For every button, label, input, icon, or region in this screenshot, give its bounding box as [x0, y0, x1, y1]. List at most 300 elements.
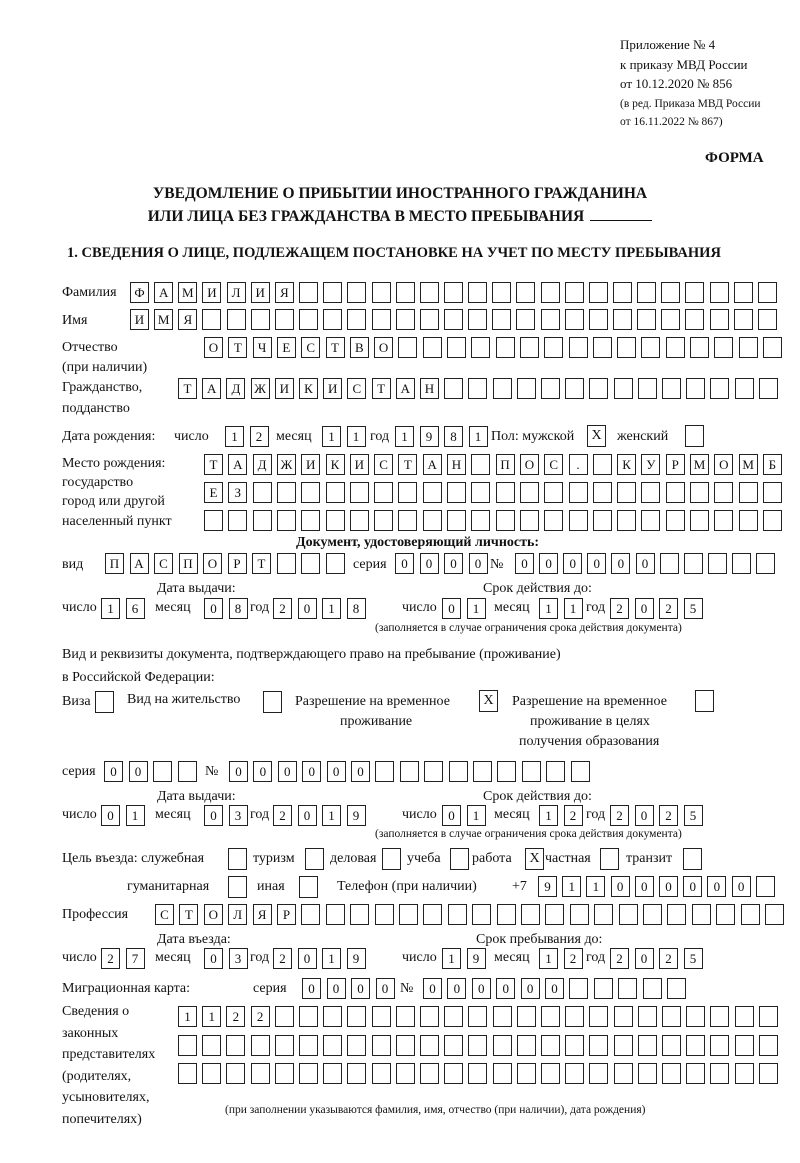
- id-doc-type-cell[interactable]: Т: [252, 553, 271, 574]
- representatives-row-1-cell[interactable]: 2: [251, 1006, 270, 1027]
- stay-doc-date-to-year-cell[interactable]: 2: [610, 805, 629, 826]
- id-doc-series-cell[interactable]: 0: [420, 553, 439, 574]
- name-cell[interactable]: Я: [178, 309, 197, 330]
- migration-card-number-cell[interactable]: [667, 978, 686, 999]
- phone-cell[interactable]: 0: [683, 876, 702, 897]
- profession-cell[interactable]: [472, 904, 491, 925]
- profession-cell[interactable]: [497, 904, 516, 925]
- name-cell[interactable]: [275, 309, 294, 330]
- birth-place-row-3-cell[interactable]: [228, 510, 247, 531]
- entry-date-to-year-cell[interactable]: 2: [610, 948, 629, 969]
- surname-cell[interactable]: Л: [227, 282, 246, 303]
- citizenship-cell[interactable]: [565, 378, 584, 399]
- id-doc-date-from-day-cell[interactable]: 6: [126, 598, 145, 619]
- name-cell[interactable]: [227, 309, 246, 330]
- representatives-row-1-cell[interactable]: [299, 1006, 318, 1027]
- name-cell[interactable]: [492, 309, 511, 330]
- purpose-other-checkbox[interactable]: [299, 876, 318, 898]
- stay-doc-series-cell[interactable]: [153, 761, 172, 782]
- id-doc-type-cell[interactable]: Р: [228, 553, 247, 574]
- birth-place-row-1-cell[interactable]: Ж: [277, 454, 296, 475]
- birth-place-row-3-cell[interactable]: [617, 510, 636, 531]
- representatives-row-3-cell[interactable]: [735, 1063, 754, 1084]
- birth-place-row-2-cell[interactable]: [641, 482, 660, 503]
- birth-place-row-1-cell[interactable]: [471, 454, 490, 475]
- citizenship-cell[interactable]: Д: [226, 378, 245, 399]
- citizenship-cell[interactable]: Т: [178, 378, 197, 399]
- name-cell[interactable]: [202, 309, 221, 330]
- birth-place-row-3-cell[interactable]: [374, 510, 393, 531]
- representatives-row-3-cell[interactable]: [420, 1063, 439, 1084]
- migration-card-series-cell[interactable]: 0: [376, 978, 395, 999]
- birth-month-cell[interactable]: 1: [322, 426, 341, 447]
- birth-place-row-3-cell[interactable]: [277, 510, 296, 531]
- birth-place-row-1-cell[interactable]: С: [374, 454, 393, 475]
- citizenship-cell[interactable]: [735, 378, 754, 399]
- patronymic-cell[interactable]: Ч: [253, 337, 272, 358]
- name-cell[interactable]: [637, 309, 656, 330]
- profession-cell[interactable]: [423, 904, 442, 925]
- phone-cell[interactable]: 9: [538, 876, 557, 897]
- representatives-row-2-cell[interactable]: [589, 1035, 608, 1056]
- migration-card-series-cell[interactable]: 0: [327, 978, 346, 999]
- id-doc-type-cell[interactable]: [277, 553, 296, 574]
- id-doc-number-cell[interactable]: 0: [515, 553, 534, 574]
- representatives-row-3-cell[interactable]: [202, 1063, 221, 1084]
- id-doc-date-from-month-cell[interactable]: 0: [204, 598, 223, 619]
- entry-date-to-year-cell[interactable]: 0: [635, 948, 654, 969]
- representatives-row-1-cell[interactable]: 2: [226, 1006, 245, 1027]
- birth-place-row-2-cell[interactable]: [398, 482, 417, 503]
- birth-place-row-3-cell[interactable]: [569, 510, 588, 531]
- birth-place-row-1-cell[interactable]: Б: [763, 454, 782, 475]
- id-doc-type-cell[interactable]: А: [130, 553, 149, 574]
- representatives-row-2-cell[interactable]: [686, 1035, 705, 1056]
- name-cell[interactable]: [613, 309, 632, 330]
- id-doc-date-to-day-cell[interactable]: 1: [467, 598, 486, 619]
- representatives-row-1-cell[interactable]: [759, 1006, 778, 1027]
- patronymic-cell[interactable]: [617, 337, 636, 358]
- residence-checkbox[interactable]: [263, 691, 282, 713]
- birth-place-row-2-cell[interactable]: [350, 482, 369, 503]
- migration-card-number-cell[interactable]: 0: [521, 978, 540, 999]
- representatives-row-3-cell[interactable]: [396, 1063, 415, 1084]
- patronymic-cell[interactable]: [666, 337, 685, 358]
- representatives-row-3-cell[interactable]: [444, 1063, 463, 1084]
- representatives-row-3-cell[interactable]: [299, 1063, 318, 1084]
- entry-date-to-month-cell[interactable]: 2: [564, 948, 583, 969]
- birth-place-row-1-cell[interactable]: О: [520, 454, 539, 475]
- representatives-row-1-cell[interactable]: [323, 1006, 342, 1027]
- surname-cell[interactable]: И: [251, 282, 270, 303]
- birth-place-row-3-cell[interactable]: [520, 510, 539, 531]
- name-cell[interactable]: [661, 309, 680, 330]
- birth-place-row-3-cell[interactable]: [204, 510, 223, 531]
- birth-place-row-2-cell[interactable]: [739, 482, 758, 503]
- birth-place-row-1-cell[interactable]: .: [569, 454, 588, 475]
- id-doc-date-from-year-cell[interactable]: 2: [273, 598, 292, 619]
- profession-cell[interactable]: О: [204, 904, 223, 925]
- id-doc-number-cell[interactable]: [684, 553, 703, 574]
- citizenship-cell[interactable]: [662, 378, 681, 399]
- birth-place-row-2-cell[interactable]: З: [228, 482, 247, 503]
- patronymic-cell[interactable]: [423, 337, 442, 358]
- patronymic-cell[interactable]: [763, 337, 782, 358]
- representatives-row-3-cell[interactable]: [275, 1063, 294, 1084]
- representatives-row-2-cell[interactable]: [347, 1035, 366, 1056]
- name-cell[interactable]: [251, 309, 270, 330]
- migration-card-number-cell[interactable]: [618, 978, 637, 999]
- sex-female-checkbox[interactable]: [685, 425, 704, 447]
- patronymic-cell[interactable]: [569, 337, 588, 358]
- name-cell[interactable]: [347, 309, 366, 330]
- birth-place-row-3-cell[interactable]: [714, 510, 733, 531]
- patronymic-cell[interactable]: С: [301, 337, 320, 358]
- stay-doc-series-cell[interactable]: [178, 761, 197, 782]
- migration-card-series-cell[interactable]: 0: [302, 978, 321, 999]
- entry-date-from-year-cell[interactable]: 0: [298, 948, 317, 969]
- citizenship-cell[interactable]: [493, 378, 512, 399]
- representatives-row-2-cell[interactable]: [759, 1035, 778, 1056]
- edu-residence-checkbox[interactable]: [695, 690, 714, 712]
- representatives-row-2-cell[interactable]: [444, 1035, 463, 1056]
- purpose-humanitarian-checkbox[interactable]: [228, 876, 247, 898]
- birth-place-row-1-cell[interactable]: Р: [666, 454, 685, 475]
- profession-cell[interactable]: [521, 904, 540, 925]
- id-doc-date-from-month-cell[interactable]: 8: [229, 598, 248, 619]
- citizenship-cell[interactable]: [517, 378, 536, 399]
- patronymic-cell[interactable]: [641, 337, 660, 358]
- stay-doc-date-from-year-cell[interactable]: 2: [273, 805, 292, 826]
- citizenship-cell[interactable]: К: [299, 378, 318, 399]
- id-doc-series-cell[interactable]: 0: [469, 553, 488, 574]
- birth-year-cell[interactable]: 8: [444, 426, 463, 447]
- birth-place-row-3-cell[interactable]: [544, 510, 563, 531]
- patronymic-cell[interactable]: О: [374, 337, 393, 358]
- id-doc-date-from-year-cell[interactable]: 0: [298, 598, 317, 619]
- phone-cell[interactable]: 1: [562, 876, 581, 897]
- citizenship-cell[interactable]: А: [396, 378, 415, 399]
- representatives-row-1-cell[interactable]: 1: [178, 1006, 197, 1027]
- birth-place-row-1-cell[interactable]: А: [423, 454, 442, 475]
- patronymic-cell[interactable]: [520, 337, 539, 358]
- stay-doc-number-cell[interactable]: 0: [302, 761, 321, 782]
- migration-card-number-cell[interactable]: 0: [447, 978, 466, 999]
- representatives-row-3-cell[interactable]: [686, 1063, 705, 1084]
- birth-place-row-1-cell[interactable]: К: [617, 454, 636, 475]
- id-doc-number-cell[interactable]: [732, 553, 751, 574]
- birth-place-row-2-cell[interactable]: [544, 482, 563, 503]
- representatives-row-1-cell[interactable]: [517, 1006, 536, 1027]
- representatives-row-1-cell[interactable]: [493, 1006, 512, 1027]
- patronymic-cell[interactable]: В: [350, 337, 369, 358]
- citizenship-cell[interactable]: И: [275, 378, 294, 399]
- representatives-row-1-cell[interactable]: [614, 1006, 633, 1027]
- surname-cell[interactable]: И: [202, 282, 221, 303]
- id-doc-date-from-year-cell[interactable]: 8: [347, 598, 366, 619]
- representatives-row-2-cell[interactable]: [638, 1035, 657, 1056]
- entry-date-from-day-cell[interactable]: 7: [126, 948, 145, 969]
- id-doc-type-cell[interactable]: О: [203, 553, 222, 574]
- representatives-row-1-cell[interactable]: [565, 1006, 584, 1027]
- representatives-row-1-cell[interactable]: [589, 1006, 608, 1027]
- id-doc-date-to-month-cell[interactable]: 1: [539, 598, 558, 619]
- id-doc-number-cell[interactable]: 0: [636, 553, 655, 574]
- birth-place-row-3-cell[interactable]: [350, 510, 369, 531]
- representatives-row-1-cell[interactable]: [444, 1006, 463, 1027]
- birth-place-row-2-cell[interactable]: [423, 482, 442, 503]
- stay-doc-date-to-year-cell[interactable]: 0: [635, 805, 654, 826]
- representatives-row-3-cell[interactable]: [565, 1063, 584, 1084]
- birth-place-row-2-cell[interactable]: Е: [204, 482, 223, 503]
- id-doc-number-cell[interactable]: 0: [611, 553, 630, 574]
- name-cell[interactable]: [685, 309, 704, 330]
- entry-date-to-month-cell[interactable]: 1: [539, 948, 558, 969]
- birth-place-row-2-cell[interactable]: [301, 482, 320, 503]
- surname-cell[interactable]: [758, 282, 777, 303]
- id-doc-number-cell[interactable]: 0: [563, 553, 582, 574]
- stay-doc-date-to-year-cell[interactable]: 2: [659, 805, 678, 826]
- id-doc-number-cell[interactable]: 0: [539, 553, 558, 574]
- stay-doc-date-to-day-cell[interactable]: 0: [442, 805, 461, 826]
- birth-place-row-2-cell[interactable]: [496, 482, 515, 503]
- id-doc-type-cell[interactable]: [326, 553, 345, 574]
- migration-card-number-cell[interactable]: 0: [496, 978, 515, 999]
- migration-card-number-cell[interactable]: [569, 978, 588, 999]
- representatives-row-3-cell[interactable]: [759, 1063, 778, 1084]
- id-doc-series-cell[interactable]: 0: [444, 553, 463, 574]
- representatives-row-3-cell[interactable]: [589, 1063, 608, 1084]
- phone-cell[interactable]: 0: [707, 876, 726, 897]
- name-cell[interactable]: М: [154, 309, 173, 330]
- birth-place-row-1-cell[interactable]: К: [326, 454, 345, 475]
- patronymic-cell[interactable]: [447, 337, 466, 358]
- birth-place-row-2-cell[interactable]: [520, 482, 539, 503]
- citizenship-cell[interactable]: [614, 378, 633, 399]
- birth-place-row-1-cell[interactable]: М: [690, 454, 709, 475]
- profession-cell[interactable]: [375, 904, 394, 925]
- representatives-row-3-cell[interactable]: [347, 1063, 366, 1084]
- representatives-row-2-cell[interactable]: [662, 1035, 681, 1056]
- entry-date-to-day-cell[interactable]: 9: [467, 948, 486, 969]
- birth-place-row-1-cell[interactable]: У: [641, 454, 660, 475]
- birth-place-row-1-cell[interactable]: И: [301, 454, 320, 475]
- birth-place-row-2-cell[interactable]: [253, 482, 272, 503]
- birth-place-row-2-cell[interactable]: [326, 482, 345, 503]
- representatives-row-3-cell[interactable]: [662, 1063, 681, 1084]
- representatives-row-2-cell[interactable]: [178, 1035, 197, 1056]
- profession-cell[interactable]: [765, 904, 784, 925]
- surname-cell[interactable]: [589, 282, 608, 303]
- citizenship-cell[interactable]: [589, 378, 608, 399]
- profession-cell[interactable]: [399, 904, 418, 925]
- profession-cell[interactable]: [301, 904, 320, 925]
- purpose-business-checkbox[interactable]: [382, 848, 401, 870]
- birth-place-row-1-cell[interactable]: П: [496, 454, 515, 475]
- profession-cell[interactable]: [545, 904, 564, 925]
- name-cell[interactable]: [420, 309, 439, 330]
- profession-cell[interactable]: [667, 904, 686, 925]
- stay-doc-number-cell[interactable]: 0: [278, 761, 297, 782]
- stay-doc-date-to-month-cell[interactable]: 1: [539, 805, 558, 826]
- entry-date-from-month-cell[interactable]: 3: [229, 948, 248, 969]
- phone-cell[interactable]: [756, 876, 775, 897]
- representatives-row-2-cell[interactable]: [541, 1035, 560, 1056]
- stay-doc-number-cell[interactable]: [424, 761, 443, 782]
- birth-place-row-3-cell[interactable]: [326, 510, 345, 531]
- id-doc-date-from-year-cell[interactable]: 1: [322, 598, 341, 619]
- entry-date-from-year-cell[interactable]: 2: [273, 948, 292, 969]
- name-cell[interactable]: И: [130, 309, 149, 330]
- representatives-row-3-cell[interactable]: [372, 1063, 391, 1084]
- surname-cell[interactable]: [516, 282, 535, 303]
- representatives-row-2-cell[interactable]: [202, 1035, 221, 1056]
- stay-doc-date-from-month-cell[interactable]: 0: [204, 805, 223, 826]
- surname-cell[interactable]: [541, 282, 560, 303]
- name-cell[interactable]: [589, 309, 608, 330]
- birth-place-row-3-cell[interactable]: [471, 510, 490, 531]
- phone-cell[interactable]: 0: [611, 876, 630, 897]
- birth-day-cell[interactable]: 2: [250, 426, 269, 447]
- id-doc-number-cell[interactable]: 0: [587, 553, 606, 574]
- name-cell[interactable]: [565, 309, 584, 330]
- id-doc-date-to-year-cell[interactable]: 5: [684, 598, 703, 619]
- migration-card-number-cell[interactable]: 0: [545, 978, 564, 999]
- surname-cell[interactable]: [613, 282, 632, 303]
- profession-cell[interactable]: Л: [228, 904, 247, 925]
- name-cell[interactable]: [516, 309, 535, 330]
- representatives-row-1-cell[interactable]: [347, 1006, 366, 1027]
- entry-date-to-year-cell[interactable]: 5: [684, 948, 703, 969]
- id-doc-type-cell[interactable]: П: [105, 553, 124, 574]
- birth-place-row-2-cell[interactable]: [277, 482, 296, 503]
- birth-place-row-1-cell[interactable]: Д: [253, 454, 272, 475]
- representatives-row-3-cell[interactable]: [178, 1063, 197, 1084]
- name-cell[interactable]: [710, 309, 729, 330]
- citizenship-cell[interactable]: А: [202, 378, 221, 399]
- stay-doc-number-cell[interactable]: [375, 761, 394, 782]
- surname-cell[interactable]: [685, 282, 704, 303]
- visa-checkbox[interactable]: [95, 691, 114, 713]
- profession-cell[interactable]: [570, 904, 589, 925]
- profession-cell[interactable]: Т: [179, 904, 198, 925]
- surname-cell[interactable]: М: [178, 282, 197, 303]
- surname-cell[interactable]: [396, 282, 415, 303]
- birth-place-row-2-cell[interactable]: [617, 482, 636, 503]
- stay-doc-series-cell[interactable]: 0: [104, 761, 123, 782]
- profession-cell[interactable]: [692, 904, 711, 925]
- stay-doc-date-from-month-cell[interactable]: 3: [229, 805, 248, 826]
- patronymic-cell[interactable]: Е: [277, 337, 296, 358]
- birth-place-row-2-cell[interactable]: [569, 482, 588, 503]
- stay-doc-date-from-day-cell[interactable]: 1: [126, 805, 145, 826]
- patronymic-cell[interactable]: Т: [228, 337, 247, 358]
- representatives-row-1-cell[interactable]: [396, 1006, 415, 1027]
- citizenship-cell[interactable]: [638, 378, 657, 399]
- representatives-row-3-cell[interactable]: [638, 1063, 657, 1084]
- patronymic-cell[interactable]: Т: [326, 337, 345, 358]
- stay-doc-number-cell[interactable]: 0: [253, 761, 272, 782]
- stay-doc-number-cell[interactable]: 0: [351, 761, 370, 782]
- birth-year-cell[interactable]: 9: [420, 426, 439, 447]
- citizenship-cell[interactable]: [541, 378, 560, 399]
- name-cell[interactable]: [444, 309, 463, 330]
- name-cell[interactable]: [372, 309, 391, 330]
- birth-place-row-3-cell[interactable]: [593, 510, 612, 531]
- citizenship-cell[interactable]: [468, 378, 487, 399]
- surname-cell[interactable]: [420, 282, 439, 303]
- citizenship-cell[interactable]: Н: [420, 378, 439, 399]
- representatives-row-1-cell[interactable]: [710, 1006, 729, 1027]
- stay-doc-date-from-day-cell[interactable]: 0: [101, 805, 120, 826]
- stay-doc-number-cell[interactable]: 0: [327, 761, 346, 782]
- purpose-work-checkbox[interactable]: X: [525, 848, 544, 870]
- birth-place-row-2-cell[interactable]: [763, 482, 782, 503]
- birth-month-cell[interactable]: 1: [347, 426, 366, 447]
- phone-cell[interactable]: 1: [586, 876, 605, 897]
- representatives-row-2-cell[interactable]: [493, 1035, 512, 1056]
- stay-doc-number-cell[interactable]: [473, 761, 492, 782]
- surname-cell[interactable]: [637, 282, 656, 303]
- representatives-row-2-cell[interactable]: [396, 1035, 415, 1056]
- birth-place-row-3-cell[interactable]: [447, 510, 466, 531]
- id-doc-number-cell[interactable]: [660, 553, 679, 574]
- representatives-row-3-cell[interactable]: [541, 1063, 560, 1084]
- id-doc-type-cell[interactable]: [301, 553, 320, 574]
- citizenship-cell[interactable]: Т: [372, 378, 391, 399]
- name-cell[interactable]: [299, 309, 318, 330]
- birth-place-row-3-cell[interactable]: [301, 510, 320, 531]
- stay-doc-number-cell[interactable]: [571, 761, 590, 782]
- stay-doc-number-cell[interactable]: [546, 761, 565, 782]
- birth-place-row-1-cell[interactable]: Т: [398, 454, 417, 475]
- representatives-row-3-cell[interactable]: [493, 1063, 512, 1084]
- patronymic-cell[interactable]: [593, 337, 612, 358]
- birth-place-row-3-cell[interactable]: [423, 510, 442, 531]
- birth-place-row-3-cell[interactable]: [690, 510, 709, 531]
- patronymic-cell[interactable]: [496, 337, 515, 358]
- stay-doc-number-cell[interactable]: 0: [229, 761, 248, 782]
- representatives-row-2-cell[interactable]: [323, 1035, 342, 1056]
- representatives-row-1-cell[interactable]: [662, 1006, 681, 1027]
- migration-card-series-cell[interactable]: 0: [351, 978, 370, 999]
- representatives-row-3-cell[interactable]: [323, 1063, 342, 1084]
- purpose-official-checkbox[interactable]: [228, 848, 247, 870]
- citizenship-cell[interactable]: Ж: [251, 378, 270, 399]
- migration-card-number-cell[interactable]: 0: [472, 978, 491, 999]
- patronymic-cell[interactable]: [398, 337, 417, 358]
- representatives-row-2-cell[interactable]: [372, 1035, 391, 1056]
- migration-card-number-cell[interactable]: 0: [423, 978, 442, 999]
- representatives-row-3-cell[interactable]: [710, 1063, 729, 1084]
- representatives-row-1-cell[interactable]: 1: [202, 1006, 221, 1027]
- id-doc-date-from-day-cell[interactable]: 1: [101, 598, 120, 619]
- birth-place-row-2-cell[interactable]: [714, 482, 733, 503]
- citizenship-cell[interactable]: [686, 378, 705, 399]
- birth-place-row-2-cell[interactable]: [593, 482, 612, 503]
- representatives-row-2-cell[interactable]: [468, 1035, 487, 1056]
- name-cell[interactable]: [541, 309, 560, 330]
- surname-cell[interactable]: [299, 282, 318, 303]
- birth-place-row-3-cell[interactable]: [496, 510, 515, 531]
- birth-place-row-1-cell[interactable]: М: [739, 454, 758, 475]
- representatives-row-1-cell[interactable]: [372, 1006, 391, 1027]
- surname-cell[interactable]: [492, 282, 511, 303]
- name-cell[interactable]: [758, 309, 777, 330]
- surname-cell[interactable]: [372, 282, 391, 303]
- patronymic-cell[interactable]: [714, 337, 733, 358]
- stay-doc-date-from-year-cell[interactable]: 1: [322, 805, 341, 826]
